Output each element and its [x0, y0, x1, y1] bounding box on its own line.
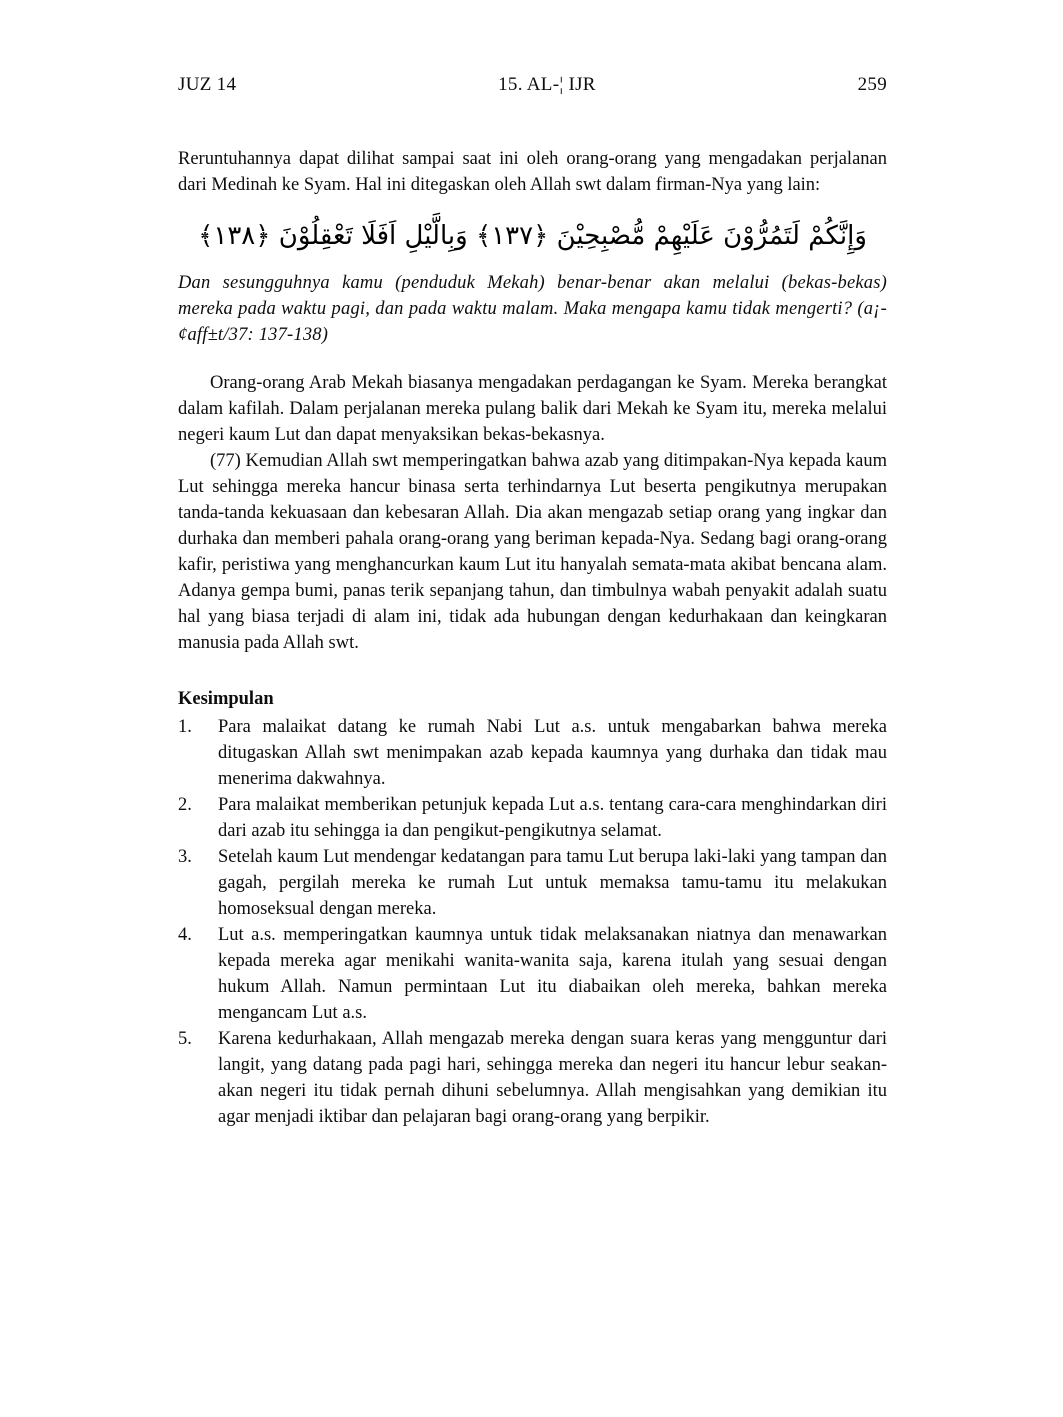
list-item	[178, 922, 887, 1026]
list-item	[178, 714, 887, 792]
juz-label: JUZ 14	[178, 74, 237, 95]
list-item-text: Karena kedurhakaan, Allah mengazab mereka dengan suara keras yang mengguntur dari langit, yang datang pada pagi hari, sehingga mereka dan negeri itu hancur lebur seakan-akan negeri itu tidak pernah dihuni sebelumnya. Allah mengisahkan yang demikian itu agar menjadi iktibar dan pelajaran bagi orang-orang yang berpikir.	[218, 1029, 887, 1127]
arabic-verse: وَإِنَّكُمْ لَتَمُرُّوْنَ عَلَيْهِمْ مُّصْبِحِيْنَ ﴿١٣٧﴾ وَبِالَّيْلِ اَفَلَا تَعْقِلُوْنَ ﴿١٣٨﴾	[198, 221, 867, 251]
list-item-text: Setelah kaum Lut mendengar kedatangan para tamu Lut berupa laki-laki yang tampan dan gagah, pergilah mereka ke rumah Lut untuk memaksa tamu-tamu itu melakukan homoseksual dengan mereka.	[218, 847, 887, 919]
kesimpulan-list	[178, 714, 887, 1130]
list-item-number: 5.	[178, 1029, 192, 1049]
paragraph-77: (77) Kemudian Allah swt memperingatkan bahwa azab yang ditimpakan-Nya kepada kaum Lut sehingga mereka hancur binasa serta terhindarnya Lut beserta pengikutnya merupakan tanda-tanda kekuasaan dan kebesaran Allah. Dia akan mengazab setiap orang yang ingkar dan durhaka dan memberi pahala orang-orang yang beriman kepada-Nya. Sedang bagi orang-orang kafir, peristiwa yang menghancurkan kaum Lut itu hanyalah semata-mata akibat bencana alam. Adanya gempa bumi, panas terik sepanjang tahun, dan timbulnya wabah penyakit adalah suatu hal yang biasa terjadi di alam ini, tidak ada hubungan dengan kedurhakaan dan keingkaran manusia pada Allah swt.	[178, 451, 887, 653]
page-number: 259	[857, 74, 887, 95]
kesimpulan-heading: Kesimpulan	[178, 689, 274, 709]
paragraph-trade: Orang-orang Arab Mekah biasanya mengadakan perdagangan ke Syam. Mereka berangkat dalam kafilah. Dalam perjalanan mereka pulang balik dari Mekah ke Syam itu, mereka melalui negeri kaum Lut dan dapat menyaksikan bekas-bekasnya.	[178, 373, 887, 445]
verse-translation: Dan sesungguhnya kamu (penduduk Mekah) benar-benar akan melalui (bekas-bekas) mereka pada waktu pagi, dan pada waktu malam. Maka mengapa kamu tidak mengerti? (a¡-¢aff±t/37: 137-138)	[178, 273, 887, 345]
list-item-text: Para malaikat datang ke rumah Nabi Lut a.s. untuk mengabarkan bahwa mereka ditugaskan Allah swt menimpakan azab kepada kaumnya yang durhaka dan tidak mau menerima dakwahnya.	[218, 717, 887, 789]
list-item	[178, 792, 887, 844]
surah-title: 15. AL-¦ IJR	[498, 74, 596, 95]
list-item	[178, 844, 887, 922]
list-item-number: 3.	[178, 847, 192, 867]
list-item-number: 4.	[178, 925, 192, 945]
list-item	[178, 1026, 887, 1130]
list-item-number: 2.	[178, 795, 192, 815]
page-header	[178, 74, 887, 96]
list-item-number: 1.	[178, 717, 192, 737]
intro-paragraph: Reruntuhannya dapat dilihat sampai saat ini oleh orang-orang yang mengadakan perjalanan dari Medinah ke Syam. Hal ini ditegaskan oleh Allah swt dalam firman-Nya yang lain:	[178, 149, 887, 195]
list-item-text: Lut a.s. memperingatkan kaumnya untuk tidak melaksanakan niatnya dan menawarkan kepada mereka agar menikahi wanita-wanita saja, karena itulah yang sesuai dengan hukum Allah. Namun permintaan Lut itu diabaikan oleh mereka, bahkan mereka mengancam Lut a.s.	[218, 925, 887, 1023]
list-item-text: Para malaikat memberikan petunjuk kepada Lut a.s. tentang cara-cara menghindarkan diri dari azab itu sehingga ia dan pengikut-pengikutnya selamat.	[218, 795, 887, 841]
